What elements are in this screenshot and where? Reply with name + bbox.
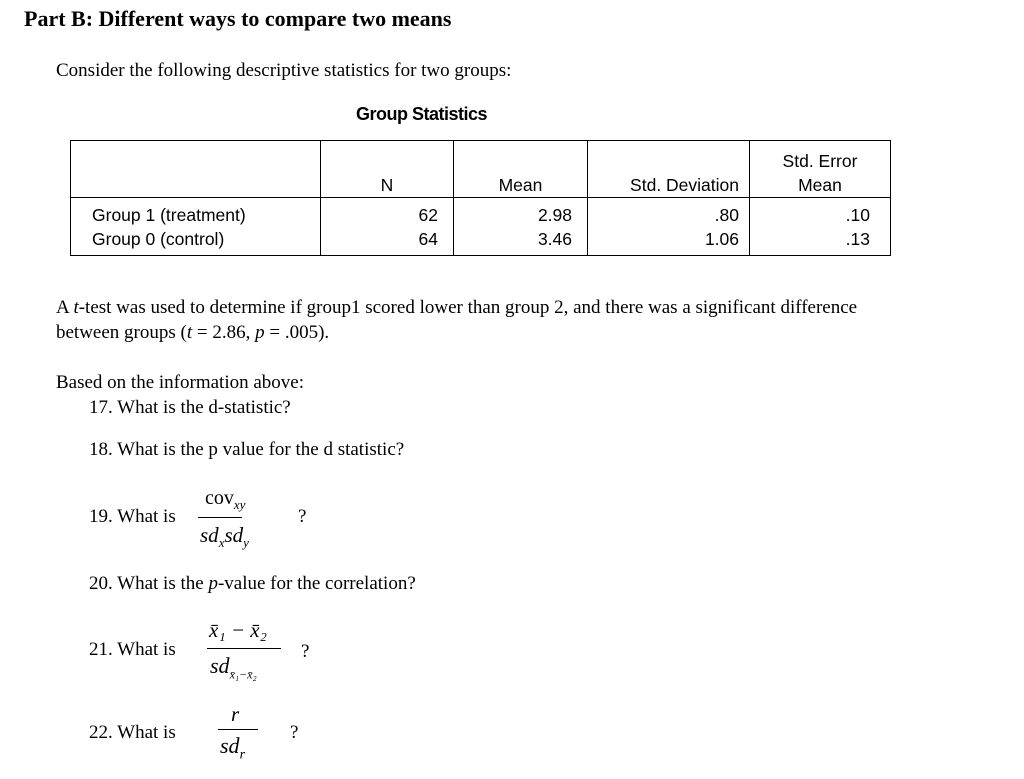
question-19-prefix: 19. What is <box>89 506 176 527</box>
question-20: 20. What is the p-value for the correlation? <box>89 573 416 594</box>
question-19-mark: ? <box>298 506 307 527</box>
header-se-line2: Mean <box>798 175 842 195</box>
header-std-error-mean <box>750 141 891 198</box>
question-21-prefix: 21. What is <box>89 639 176 660</box>
table-data-row <box>71 198 891 256</box>
mean-values <box>454 198 588 256</box>
q19-fraction-bar <box>198 517 242 518</box>
group-0-se: .13 <box>845 228 870 249</box>
q19-denominator: $sd_xsd_y$ <box>200 523 249 551</box>
group-1-label: Group 1 (treatment) <box>92 204 246 225</box>
header-std-deviation: Std. Deviation <box>588 141 750 198</box>
intro-text: Consider the following descriptive statistics for two groups: <box>56 60 512 81</box>
group-0-label: Group 0 (control) <box>92 228 225 249</box>
header-n: N <box>321 141 454 198</box>
group-1-mean: 2.98 <box>537 204 572 225</box>
group-0-mean: 3.46 <box>537 228 572 249</box>
group-1-n: 62 <box>418 204 438 225</box>
q21-numerator: x̄₁ − x̄₂ <box>209 618 267 642</box>
question-21-mark: ? <box>301 641 310 662</box>
q19-numerator: cov$_{xy}$ <box>205 487 246 512</box>
q21-fraction-bar <box>207 648 281 649</box>
header-se-line1: Std. Error <box>782 151 858 171</box>
q21-denominator: $sd_{x̄_1-x̄_2}$ <box>210 653 257 682</box>
q22-denominator: $sd_r$ <box>220 733 246 763</box>
se-values <box>750 198 891 256</box>
question-22-mark: ? <box>290 722 299 743</box>
question-22-prefix: 22. What is <box>89 722 176 743</box>
n-values <box>321 198 454 256</box>
header-blank <box>71 141 321 198</box>
group-labels <box>71 198 321 256</box>
paragraph-line-1: A t-test was used to determine if group1 scored lower than group 2, and there was a significant difference <box>56 297 858 318</box>
group-0-sd: 1.06 <box>704 228 739 249</box>
question-17: 17. What is the d-statistic? <box>89 397 291 418</box>
header-mean: Mean <box>454 141 588 198</box>
q22-fraction-bar <box>218 729 258 730</box>
group-statistics-table <box>70 140 891 256</box>
paragraph-line-2: between groups (t = 2.86, p = .005). <box>56 322 330 343</box>
group-0-n: 64 <box>418 228 438 249</box>
table-header-row <box>71 141 891 198</box>
group-1-sd: .80 <box>714 204 739 225</box>
section-heading: Part B: Different ways to compare two means <box>24 6 452 31</box>
table-title: Group Statistics <box>356 104 488 124</box>
group-1-se: .10 <box>845 204 870 225</box>
based-on-text: Based on the information above: <box>56 372 304 393</box>
question-18: 18. What is the p value for the d statistic? <box>89 439 405 460</box>
q22-numerator: r <box>231 702 240 726</box>
sd-values <box>588 198 750 256</box>
